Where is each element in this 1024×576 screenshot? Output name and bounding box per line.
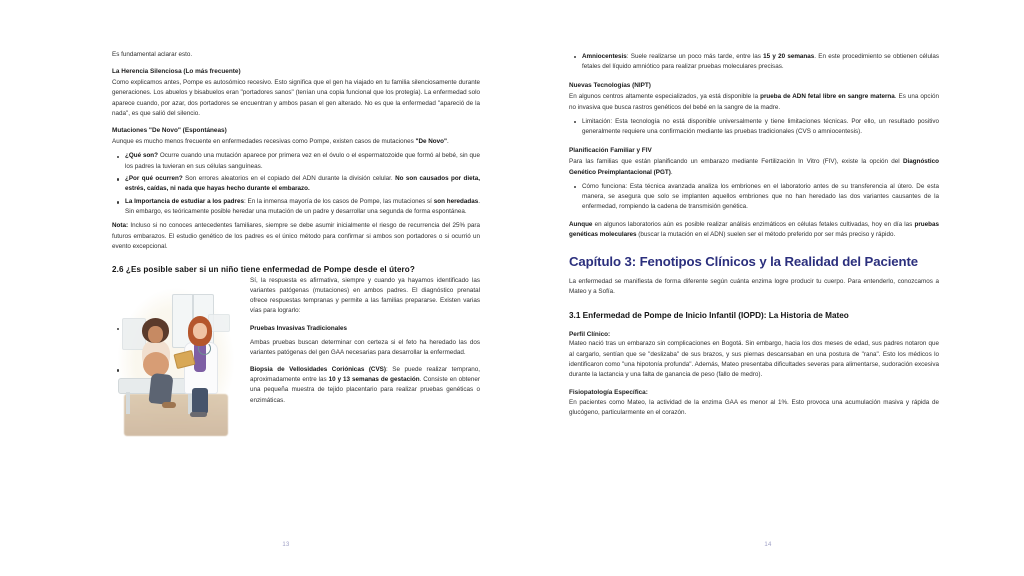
list-item <box>125 174 480 194</box>
bullet-text-amniocentesis: : Suele realizarse un poco más tarde, entre las <box>626 53 764 60</box>
bullet-emphasis-son-heredadas: son heredadas <box>433 198 479 206</box>
paragraph-de-novo-term: "De Novo" <box>415 138 447 146</box>
bullet-lead-importancia-padres: La Importancia de estudiar a los padres <box>125 198 244 206</box>
paragraph-chapter-intro: La enfermedad se manifiesta de forma diferente según cuánta enzima logre producir tu cuerpo. Para entenderlo, conozcamos a Mateo y a Sofía. <box>569 278 939 296</box>
list-item <box>125 197 480 217</box>
como-funciona-list <box>569 182 939 213</box>
bullet-tail-importancia-padres: . Sin embargo, es teóricamente posible heredar una mutación de un padre y desarrollar una segunda de forma espontánea. <box>125 198 481 216</box>
bullet-pruebas-invasivas: Pruebas Invasivas Tradicionales <box>250 324 347 332</box>
amniocentesis-list <box>569 52 939 72</box>
cvs-list <box>112 365 480 406</box>
bullet-emphasis-15-20-semanas: 15 y 20 semanas <box>763 53 815 60</box>
paragraph-nipt-term: prueba de ADN fetal libre en sangre materna <box>760 93 895 101</box>
nota-label: Nota: <box>112 222 129 230</box>
de-novo-bullet-list <box>112 151 480 217</box>
paragraph-nipt-pre: En algunos centros altamente especializados, ya está disponible la <box>569 93 761 101</box>
paragraph-fiv <box>569 157 939 177</box>
list-item <box>125 324 480 334</box>
list-item <box>125 365 480 406</box>
bullet-text-cvs: : Se puede realizar temprano, aproximadamente entre las <box>250 366 480 384</box>
paragraph-fiv-pre: Para las familias que están planificando un embarazo mediante Fertilización In Vitro (FIV), existe la opción del <box>569 158 903 166</box>
right-page-content <box>569 48 939 425</box>
heading-fisiopatologia-especifica: Fisiopatología Específica: <box>569 389 648 397</box>
list-item <box>582 52 939 72</box>
paragraph-aunque-post: (buscar la mutación en el ADN) suelen ser el método preferido por ser más preciso y rápido. <box>636 231 896 239</box>
paragraph-aunque-lead: Aunque <box>569 221 593 229</box>
bullet-lead-que-son: ¿Qué son? <box>125 152 158 160</box>
list-item <box>125 151 480 171</box>
paragraph-nipt <box>569 92 939 112</box>
nota-text: Incluso si no conoces antecedentes familiares, siempre se debe asumir inicialmente el riesgo de recurrencia del 25% para futuros embarazos. El estudio genético de los padres es el único método para confirmar si ambos son portadores o si ocurrió un evento excepcional. <box>112 222 480 250</box>
heading-planificacion-familiar-fiv: Planificación Familiar y FIV <box>569 147 652 155</box>
paragraph-si-respuesta-afirmativa: Sí, la respuesta es afirmativa, siempre y cuando ya hayamos identificado las variantes patógenas (mutaciones) en ambos padres. El diagnóstico prenatal ofrece respuestas tempranas y permite a las familias prepararse. Existen varias vías para lograrlo: <box>250 276 480 315</box>
bullet-emphasis-no-causados: No son causados por dieta, estrés, caídas, ni nada que hayas hecho durante el embarazo. <box>125 175 480 193</box>
bullet-tail-amniocentesis: . En este procedimiento se obtienen células fetales del líquido amniótico para realizar pruebas moleculares precisas. <box>582 53 939 71</box>
right-page <box>512 0 1024 576</box>
left-page-content <box>112 50 480 458</box>
bullet-como-funciona: Cómo funciona: Esta técnica avanzada analiza los embriones en el laboratorio antes de su transferencia al útero. De esta manera, se asegura que solo se implanten aquellos embriones que no han heredado las dos variantes causantes de la enfermedad, rompiendo la cadena de transmisión genética. <box>582 182 939 213</box>
paragraph-aunque-pre: en algunos laboratorios aún es posible realizar análisis enzimáticos en células fetales cultivadas, hoy en día las <box>592 221 915 229</box>
paragraph-de-novo <box>112 137 480 147</box>
heading-perfil-clinico: Perfil Clínico: <box>569 330 611 338</box>
paragraph-herencia: Como explicamos antes, Pompe es autosómico recesivo. Esto significa que el gen ha viajado en tu familia silenciosamente durante generaciones. Los abuelos y bisabuelos eran "portadores sanos" (tenían una copia funcional que los protegía). La enfermedad solo aparece cuando, por azar, dos portadores se encuentran y ambos pasan el gen alterado. No es que la enfermedad "apareció de la nada", es que salió del silencio. <box>112 79 480 117</box>
page-number-left: 13 <box>282 542 290 548</box>
bullet-emphasis-semanas-gestacion: 10 y 13 semanas de gestación <box>328 376 420 384</box>
paragraph-de-novo-pre: Aunque es mucho menos frecuente en enfermedades recesivas como Pompe, existen casos de mutaciones <box>112 138 416 146</box>
doctor-shoe <box>190 412 207 417</box>
paragraph-perfil-clinico: Mateo nació tras un embarazo sin complicaciones en Bogotá. Sin embargo, hacia los dos meses de edad, sus padres notaron que al cargarlo, sentían que se "deslizaba" de sus brazos, y sus piernas descansaban en una postura de "rana". Esto los médicos lo identificaron como "una hipotonía profunda". Además, Mateo presentaba dificultades severas para alimentarse, sudoración excesiva durante la lactancia y una falta de ganancia de peso (fallo de medro). <box>569 340 939 378</box>
chapter-title-capitulo-3: Capítulo 3: Fenotipos Clínicos y la Realidad del Paciente <box>569 253 918 269</box>
bullet-text-por-que-ocurren: Son errores aleatorios en el copiado del ADN durante la división celular. <box>182 175 396 183</box>
paragraph-de-novo-post: . <box>446 138 449 146</box>
paragraph-fisiopatologia: En pacientes como Mateo, la actividad de la enzima GAA es menor al 1%. Esto provoca una acumulación masiva y rápida de glucógeno, particularmente en el corazón. <box>569 398 939 416</box>
heading-nuevas-tecnologias-nipt: Nuevas Tecnologías (NIPT) <box>569 82 651 90</box>
heading-mutaciones-de-novo: Mutaciones "De Novo" (Espontáneas) <box>112 127 227 135</box>
list-item: Limitación: Esta tecnología no está disponible universalmente y tiene limitaciones técnicas. Por ello, un resultado positivo generalmente requiere una confirmación mediante las pruebas tradicionales (CVS o amniocentesis). <box>582 117 939 137</box>
section-heading-2-6: 2.6 ¿Es posible saber si un niño tiene enfermedad de Pompe desde el útero? <box>112 265 415 275</box>
page-number-right: 14 <box>764 542 772 548</box>
limitacion-list <box>569 117 939 137</box>
bullet-text-importancia-padres: : En la inmensa mayoría de los casos de Pompe, las mutaciones sí <box>243 198 434 206</box>
paragraph-nipt-post: . Es una opción no invasiva que busca rastros genéticos del bebé en la sangre de la madre. <box>569 93 939 111</box>
paragraph-fiv-post: . <box>670 168 673 176</box>
bullet-lead-cvs: Biopsia de Vellosidades Coriónicas (CVS) <box>250 366 386 374</box>
paragraph-fiv-term-pgt: Diagnóstico Genético Preimplantacional (PGT) <box>569 158 939 176</box>
paragraph-aunque-term: pruebas genéticas moleculares <box>569 221 939 239</box>
bullet-lead-por-que-ocurren: ¿Por qué ocurren? <box>125 175 183 183</box>
paragraph-nota <box>112 221 480 252</box>
bullet-tail-cvs: . Consiste en obtener una pequeña muestra de tejido placentario para realizar pruebas genéticas o enzimáticas. <box>250 376 480 404</box>
bullet-text-que-son: Ocurre cuando una mutación aparece por primera vez en el óvulo o el espermatozoide que formó al bebé, sin que los padres la tuvieran en sus células sanguíneas. <box>125 152 480 170</box>
paragraph-pruebas-invasivas: Ambas pruebas buscan determinar con certeza si el feto ha heredado las dos variantes patógenas del gen GAA necesarias para desarrollar la enfermedad. <box>250 338 480 356</box>
intro-line: Es fundamental aclarar esto. <box>112 51 193 58</box>
bullet-lead-amniocentesis: Amniocentesis <box>582 53 627 60</box>
heading-herencia-silenciosa: La Herencia Silenciosa (Lo más frecuente) <box>112 68 241 76</box>
paragraph-aunque <box>569 220 939 240</box>
subsection-heading-3-1: 3.1 Enfermedad de Pompe de Inicio Infantil (IOPD): La Historia de Mateo <box>569 310 849 320</box>
pruebas-invasivas-list <box>112 324 480 334</box>
